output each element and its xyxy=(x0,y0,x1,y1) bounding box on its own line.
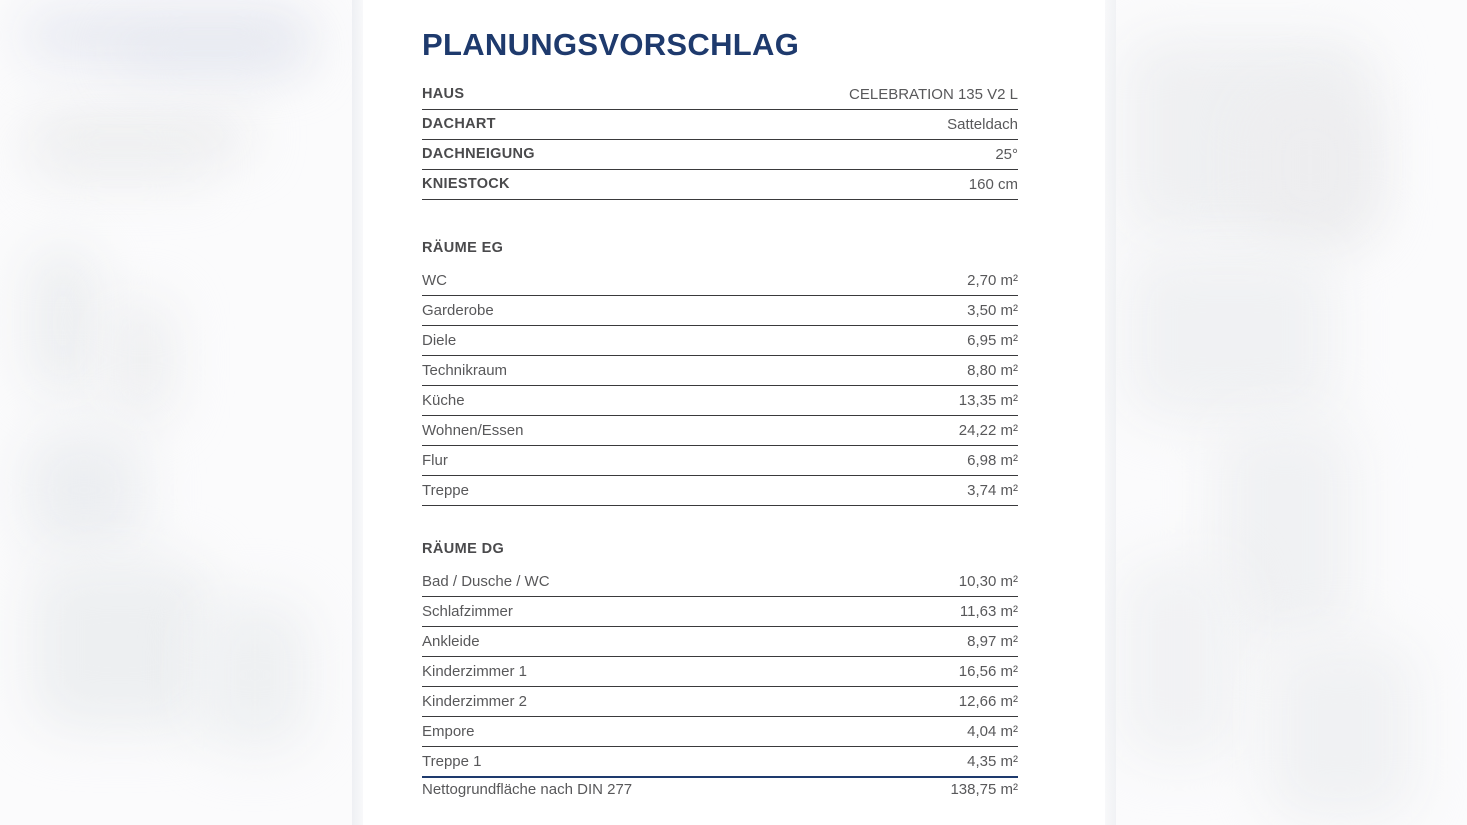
table-row xyxy=(422,110,1018,140)
room-label: Schlafzimmer xyxy=(422,597,720,627)
table-row xyxy=(422,326,1018,356)
table-row xyxy=(422,416,1018,446)
spec-label: DACHART xyxy=(422,110,720,140)
attic-floor-rows xyxy=(422,567,1018,777)
table-row xyxy=(422,627,1018,657)
background-smudge xyxy=(1119,560,1239,760)
room-area-value: 6,98 m² xyxy=(720,446,1018,476)
room-label: Küche xyxy=(422,386,720,416)
table-row xyxy=(422,446,1018,476)
background-smudge xyxy=(1125,250,1335,420)
background-smudge xyxy=(120,40,300,68)
room-area-value: 12,66 m² xyxy=(720,687,1018,717)
house-spec-table xyxy=(422,80,1018,200)
table-row xyxy=(422,266,1018,296)
room-label: Ankleide xyxy=(422,627,720,657)
room-area-value: 10,30 m² xyxy=(720,567,1018,597)
table-row xyxy=(422,780,1018,799)
total-area-row xyxy=(422,780,1018,799)
background-smudge xyxy=(30,118,250,152)
section-heading-attic-floor: RÄUME DG xyxy=(422,541,505,557)
table-row xyxy=(422,597,1018,627)
page-title: PLANUNGSVORSCHLAG xyxy=(422,27,800,62)
room-label: Treppe 1 xyxy=(422,747,720,778)
table-row xyxy=(422,170,1018,200)
background-smudge xyxy=(28,246,98,396)
room-area-value: 3,50 m² xyxy=(720,296,1018,326)
background-smudge xyxy=(36,152,206,178)
room-label: Kinderzimmer 1 xyxy=(422,657,720,687)
room-area-value: 4,35 m² xyxy=(720,747,1018,778)
ground-floor-rows xyxy=(422,266,1018,506)
background-smudge xyxy=(112,300,172,420)
room-label: Bad / Dusche / WC xyxy=(422,567,720,597)
spec-value: 25° xyxy=(720,140,1018,170)
spec-value: Satteldach xyxy=(720,110,1018,140)
table-row xyxy=(422,140,1018,170)
room-label: Kinderzimmer 2 xyxy=(422,687,720,717)
room-label: Treppe xyxy=(422,476,720,506)
table-row xyxy=(422,717,1018,747)
room-area-value: 16,56 m² xyxy=(720,657,1018,687)
room-label: Wohnen/Essen xyxy=(422,416,720,446)
room-area-value: 2,70 m² xyxy=(720,266,1018,296)
room-label: Flur xyxy=(422,446,720,476)
spec-label: DACHNEIGUNG xyxy=(422,140,720,170)
room-label: Technikraum xyxy=(422,356,720,386)
table-row xyxy=(422,296,1018,326)
room-area-value: 13,35 m² xyxy=(720,386,1018,416)
document-sheet xyxy=(363,0,1105,825)
room-area-value: 3,74 m² xyxy=(720,476,1018,506)
room-area-value: 24,22 m² xyxy=(720,416,1018,446)
room-label: Garderobe xyxy=(422,296,720,326)
table-row xyxy=(422,657,1018,687)
table-row xyxy=(422,476,1018,506)
attic-floor-rooms-table xyxy=(422,567,1018,778)
background-smudge xyxy=(200,600,310,750)
background-blur-right xyxy=(1105,0,1467,825)
background-smudge xyxy=(1265,640,1415,820)
table-row xyxy=(422,687,1018,717)
room-area-value: 11,63 m² xyxy=(720,597,1018,627)
room-area-value: 6,95 m² xyxy=(720,326,1018,356)
room-label: Diele xyxy=(422,326,720,356)
table-row xyxy=(422,386,1018,416)
room-area-value: 8,80 m² xyxy=(720,356,1018,386)
background-smudge xyxy=(24,430,144,550)
spec-value: 160 cm xyxy=(720,170,1018,200)
spec-label: KNIESTOCK xyxy=(422,170,720,200)
table-row xyxy=(422,80,1018,110)
ground-floor-rooms-table xyxy=(422,266,1018,506)
room-area-value: 8,97 m² xyxy=(720,627,1018,657)
background-smudge xyxy=(30,560,210,730)
background-blur-left xyxy=(0,0,363,825)
spec-value: CELEBRATION 135 V2 L xyxy=(720,80,1018,110)
table-row xyxy=(422,567,1018,597)
room-area-value: 4,04 m² xyxy=(720,717,1018,747)
table-row xyxy=(422,747,1018,778)
table-row xyxy=(422,356,1018,386)
house-spec-rows xyxy=(422,80,1018,200)
spec-label: HAUS xyxy=(422,80,720,110)
room-label: WC xyxy=(422,266,720,296)
section-heading-ground-floor: RÄUME EG xyxy=(422,240,504,256)
background-smudge xyxy=(1245,90,1375,240)
total-area-value: 138,75 m² xyxy=(950,781,1018,798)
room-label: Empore xyxy=(422,717,720,747)
total-area-label: Nettogrundfläche nach DIN 277 xyxy=(422,781,633,798)
